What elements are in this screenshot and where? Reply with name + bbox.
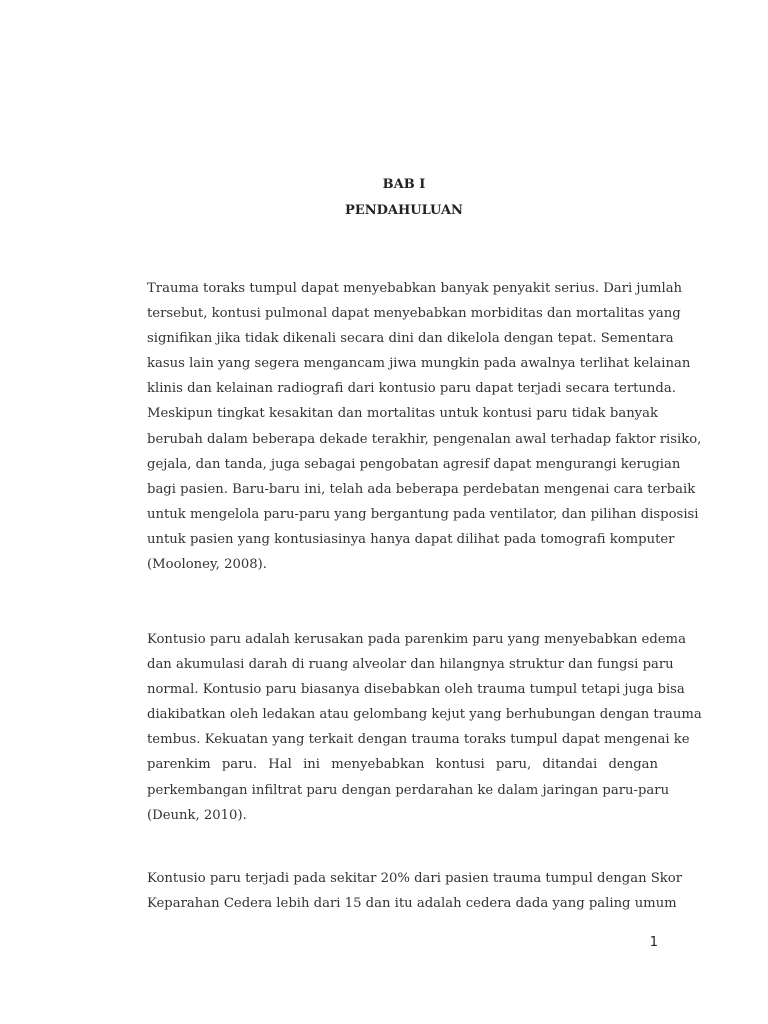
page-number: 1 — [649, 935, 658, 950]
paragraph-line: signifikan jika tidak dikenali secara dini dan dikelola dengan tepat. Sementara — [147, 331, 674, 347]
paragraph-line: untuk mengelola paru-paru yang bergantung pada ventilator, dan pilihan disposisi — [147, 506, 699, 522]
paragraph-line: untuk pasien yang kontusiasinya hanya dapat dilihat pada tomografi komputer — [147, 531, 675, 547]
paragraph-line: kasus lain yang segera mengancam jiwa mungkin pada awalnya terlihat kelainan — [147, 356, 691, 372]
paragraph-line: Kontusio paru terjadi pada sekitar 20% dari pasien trauma tumpul dengan Skor — [147, 871, 683, 886]
paragraph-line: diakibatkan oleh ledakan atau gelombang kejut yang berhubungan dengan trauma — [147, 707, 702, 723]
paragraph-line: Kontusio paru adalah kerusakan pada parenkim paru yang menyebabkan edema — [147, 632, 686, 647]
paragraph-line: Keparahan Cedera lebih dari 15 dan itu adalah cedera dada yang paling umum — [147, 896, 677, 912]
paragraph-line: gejala, dan tanda, juga sebagai pengobatan agresif dapat mengurangi kerugian — [147, 456, 681, 472]
paragraph-line: tersebut, kontusi pulmonal dapat menyebabkan morbiditas dan mortalitas yang — [147, 306, 681, 322]
paragraph-line: bagi pasien. Baru-baru ini, telah ada beberapa perdebatan mengenai cara terbaik — [147, 481, 696, 497]
paragraph-line: klinis dan kelainan radiografi dari kontusio paru dapat terjadi secara tertunda. — [147, 381, 676, 397]
paragraph-line: tembus. Kekuatan yang terkait dengan trauma toraks tumpul dapat mengenai ke — [147, 732, 690, 748]
chapter-number: BAB I — [382, 177, 426, 192]
paragraph-line: Meskipun tingkat kesakitan dan mortalitas untuk kontusi paru tidak banyak — [147, 406, 658, 422]
paragraph-2 — [147, 627, 702, 828]
paragraph-line: parenkim paru. Hal ini menyebabkan kontusi paru, ditandai dengan — [147, 757, 658, 773]
paragraph-line: (Deunk, 2010). — [147, 807, 247, 823]
paragraph-line: perkembangan infiltrat paru dengan perdarahan ke dalam jaringan paru-paru — [147, 782, 670, 798]
paragraph-line: dan akumulasi darah di ruang alveolar dan hilangnya struktur dan fungsi paru — [147, 657, 674, 673]
paragraph-line: (Mooloney, 2008). — [147, 557, 267, 573]
paragraph-3 — [147, 866, 683, 916]
chapter-title: PENDAHULUAN — [345, 203, 463, 218]
paragraph-line: normal. Kontusio paru biasanya disebabkan oleh trauma tumpul tetapi juga bisa — [147, 682, 685, 698]
paragraph-1 — [147, 276, 702, 577]
paragraph-line: berubah dalam beberapa dekade terakhir, pengenalan awal terhadap faktor risiko, — [147, 431, 702, 447]
paragraph-line: Trauma toraks tumpul dapat menyebabkan banyak penyakit serius. Dari jumlah — [147, 281, 683, 296]
